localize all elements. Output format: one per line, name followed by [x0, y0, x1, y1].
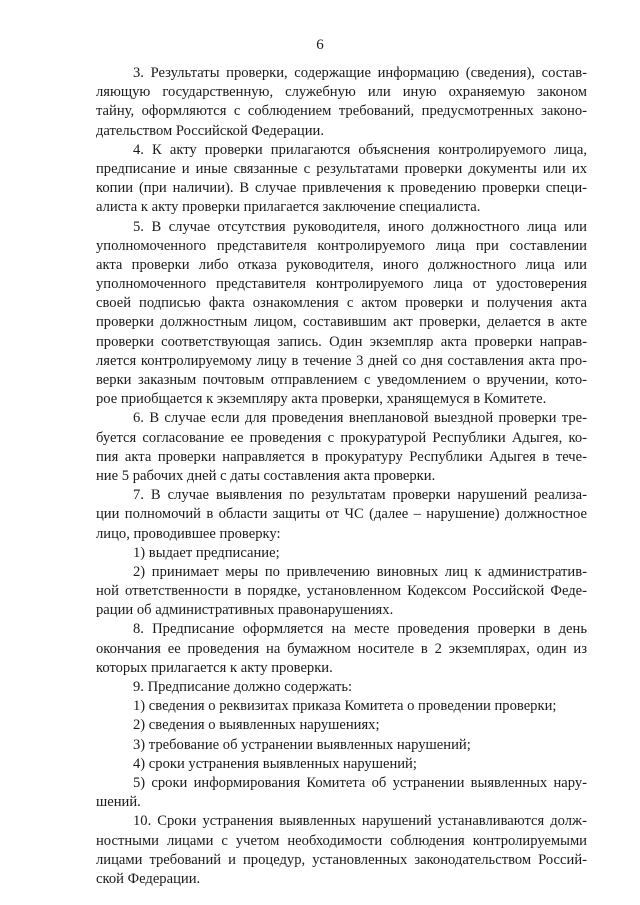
text-line: тайну, оформляются с соблюдением требований, предусмотренных законо- — [96, 103, 587, 120]
text-line: 5. В случае отсутствия руководителя, иного должностного лица или — [133, 218, 587, 235]
text-line: лицо, проводившее проверку: — [96, 525, 281, 542]
text-line: 7. В случае выявления по результатам проверки нарушений реализа- — [133, 487, 587, 504]
text-line: 5) сроки информирования Комитета об устранении выявленных нару- — [133, 774, 587, 791]
text-line: своей подписью факта ознакомления с актом проверки и получения акта — [96, 295, 587, 312]
text-line: окончания ее проведения на бумажном носителе в 2 экземплярах, один из — [96, 640, 587, 657]
text-line: 1) выдает предписание; — [133, 544, 280, 561]
text-line: ской Федерации. — [96, 870, 201, 887]
text-line: 10. Сроки устранения выявленных нарушений устанавливаются долж- — [133, 813, 587, 830]
text-line: акта проверки либо отказа руководителя, иного должностного лица или — [96, 256, 587, 273]
text-line: предписание и иные связанные с результатами проверки документы или их — [96, 160, 587, 177]
text-line: проверки соответствующая запись. Один экземпляр акта проверки направ- — [96, 333, 587, 350]
text-line: 2) сведения о выявленных нарушениях; — [133, 717, 380, 734]
text-line: уполномоченного представителя контролируемого лица при составлении — [96, 237, 587, 254]
text-line: ной ответственности в порядке, установленном Кодексом Российской Феде- — [96, 583, 587, 600]
text-line: шений. — [96, 794, 141, 811]
text-line: копии (при наличии). В случае привлечения к проведению проверки специ- — [96, 180, 587, 197]
text-line: ции полномочий в области защиты от ЧС (далее – нарушение) должностное — [96, 506, 587, 523]
text-line: рации об административных правонарушениях. — [96, 602, 394, 619]
text-line: ностными лицами с учетом необходимости соблюдения контролируемыми — [96, 832, 587, 849]
text-line: 8. Предписание оформляется на месте проведения проверки в день — [133, 621, 587, 638]
text-line: уполномоченного представителя контролируемого лица от удостоверения — [96, 276, 587, 293]
page-number: 6 — [316, 37, 324, 53]
text-line: буется согласование ее проведения с прокуратурой Республики Адыгея, ко- — [96, 429, 587, 446]
text-line: рое приобщается к экземпляру акта проверки, хранящемуся в Комитете. — [96, 391, 547, 408]
text-line: пия акта проверки направляется в прокуратуру Республики Адыгея в тече- — [96, 448, 587, 465]
text-line: ние 5 рабочих дней с даты составления акта проверки. — [96, 467, 436, 484]
text-line: 3) требование об устранении выявленных нарушений; — [133, 736, 471, 753]
text-line: лицами требований и процедур, установленных законодательством Россий- — [96, 851, 587, 868]
text-line: 6. В случае если для проведения внеплановой выездной проверки тре- — [133, 410, 587, 427]
text-line: ляющую государственную, служебную или иную охраняемую законом — [96, 84, 587, 101]
text-line: 2) принимает меры по привлечению виновных лиц к административ- — [133, 563, 587, 580]
document-body — [96, 64, 587, 889]
text-line: дательством Российской Федерации. — [96, 122, 325, 139]
text-line: верки заказным почтовым отправлением с уведомлением о вручении, кото- — [96, 372, 587, 388]
text-line: ляется контролируемому лицу в течение 3 дней со дня составления акта про- — [96, 352, 587, 369]
text-line: алиста к акту проверки прилагается заключение специалиста. — [96, 199, 481, 216]
text-line: 4) сроки устранения выявленных нарушений; — [133, 755, 417, 772]
text-line: 9. Предписание должно содержать: — [133, 679, 353, 695]
text-line: проверки должностным лицом, составившим акт проверки, делается в акте — [96, 314, 587, 331]
text-line: 3. Результаты проверки, содержащие информацию (сведения), состав- — [133, 65, 587, 81]
text-line: которых прилагается к акту проверки. — [96, 659, 333, 676]
text-line: 4. К акту проверки прилагаются объяснения контролируемого лица, — [133, 141, 587, 158]
text-line: 1) сведения о реквизитах приказа Комитета о проведении проверки; — [133, 698, 557, 715]
